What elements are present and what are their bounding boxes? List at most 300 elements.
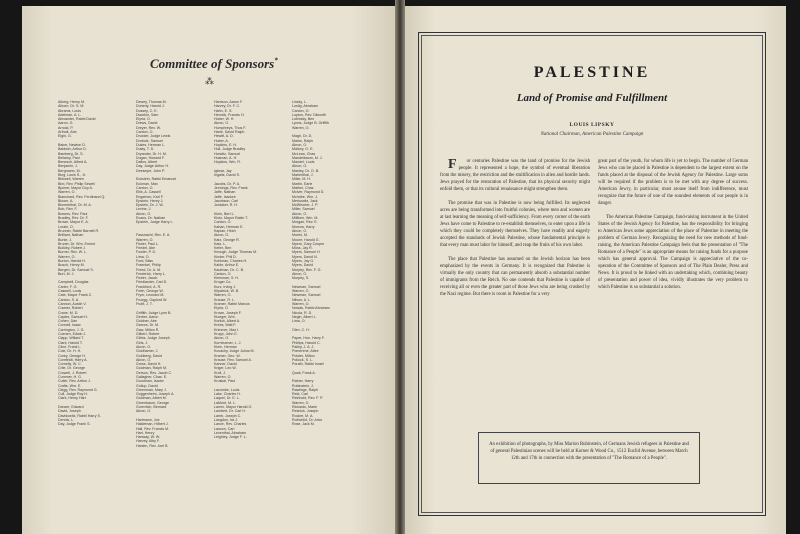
sponsor-name: Hall, Rev. Francis M.: [136, 426, 170, 431]
sponsor-name: Drobotz, Samuel: [136, 138, 163, 143]
sponsors-heading-text: Committee of Sponsors: [150, 56, 275, 71]
sponsor-name: Gerson, Rev. Jacob C.: [136, 370, 173, 375]
sponsor-name: Davidowitz, Rabbi Harry S.: [58, 413, 101, 418]
sponsor-name: Newman, Samuel: [292, 293, 321, 298]
sponsor-name: Cannon, Austin V.: [58, 301, 87, 306]
sponsor-name: Bruner, Dr. Wm. Ernest: [58, 241, 95, 246]
sponsor-name: Phillips, Harold C.: [292, 340, 321, 345]
sponsor-name: Greenman, Mary J.: [136, 387, 167, 392]
sponsor-name: Lambert, Dr. Carl H.: [214, 409, 246, 414]
sponsor-name: Hart, Henry: [136, 430, 155, 435]
sponsor-name: Warren, O.: [136, 237, 154, 242]
sponsor-name: Huber, W. H.: [214, 117, 235, 122]
sponsor-name: Warren, O.: [292, 125, 310, 130]
sponsor-name: Dugan, Howard F.: [136, 155, 165, 160]
sponsor-name: Hewitt, A. D.: [214, 134, 234, 139]
sponsor-name: Freed, Dr. A. M.: [136, 267, 162, 272]
sponsor-name: Kahle, Arthur E.: [214, 263, 240, 268]
article-title: PALESTINE: [533, 64, 651, 81]
sponsor-name: Krimmer, Max I.: [214, 327, 240, 332]
sponsor-name: Resnick, Joseph: [292, 409, 319, 414]
sponsor-name: Jennings, Rev. Frank: [214, 185, 248, 190]
article-paragraph-text: or centuries Palestine was the land of promise for the Jewish people. It represented a hope, the symbol of eventual liberation from the misery, the restriction and the stultification in alien and hostile lands. Jews prayed for the restoration of Palestine, that its physical security might enfold them, or that its cultural renaissance might strengthen them.: [440, 159, 590, 192]
sponsor-name: Leventhal, Abraham: [214, 430, 246, 435]
sponsor-name: Harvey, Dr. F. C.: [214, 104, 241, 109]
sponsor-name: Lacombe, Louis: [214, 387, 240, 392]
sponsor-name: Deeseyer, John P.: [136, 168, 165, 173]
sponsor-name: Warren, O.: [214, 375, 232, 379]
sponsor-name: Hull, Judge Bradley: [214, 147, 246, 152]
sponsor-name: Humphreys, Thos F.: [214, 125, 247, 130]
sponsor-name: Cornfeldt, Harry A.: [58, 357, 88, 362]
sponsor-name: Goodman, Isador: [136, 379, 164, 384]
sponsor-name: Gross, David H.: [136, 362, 162, 367]
sponsor-name: Guggenheim, Joseph A.: [136, 392, 175, 397]
book-gutter: [395, 0, 405, 534]
sponsor-name: Negin, Albert L.: [292, 314, 317, 319]
sponsor-name: Benjamin, J.: [58, 164, 78, 169]
sponsor-name: Pollock, S. L.: [292, 357, 313, 362]
sponsor-name: Akron, O.: [136, 211, 152, 216]
sponsor-name: Elgin, G.: [58, 134, 72, 139]
sponsor-name: Girls, J.: [136, 340, 149, 345]
sponsor-name: Laquel, Dr. E. L.: [214, 396, 240, 401]
sponsor-name: Akron, O.: [292, 271, 308, 276]
sponsor-name: Pomerene, Atlee: [292, 349, 319, 354]
sponsor-name: Kramer, Geo. W.: [214, 353, 241, 358]
sponsor-name: Bjomer, Mayor Guy A.: [58, 185, 93, 190]
sponsor-name: Harvey, Alby F.: [136, 439, 160, 444]
sponsor-name: Mciver, Raymond D.: [292, 190, 325, 195]
sponsor-column-2: [136, 100, 206, 448]
sponsor-name: Hanlen, Rev. Joel B.: [136, 443, 169, 448]
sponsor-name: Lauson, Carl: [214, 426, 235, 431]
sponsor-name: Mather, Chas: [292, 185, 314, 190]
sponsor-name: Eckman, Max: [136, 181, 158, 186]
sponsor-name: Ingalls, David S.: [214, 173, 240, 178]
ornament-icon: ⁂: [205, 76, 215, 86]
sponsor-name: Cramer, Robert: [58, 306, 83, 311]
sponsor-name: Bing, Louis S., Jr.: [58, 173, 86, 178]
sponsor-name: Hanway, W. W.: [136, 435, 161, 440]
sponsor-name: Akron, O.: [292, 164, 308, 169]
sponsor-name: Canton, O.: [136, 185, 154, 190]
sponsor-name: Canton, O.: [292, 108, 310, 113]
sponsor-name: Gilbert, Robert: [136, 332, 160, 337]
sponsor-name: Clegg, Rev. Raymond G.: [58, 387, 98, 392]
sponsor-name: Mandelbaum, M. J.: [292, 155, 323, 160]
sponsor-name: Busch, Henry M.: [58, 263, 85, 268]
article-column-left: [440, 158, 590, 305]
sponsor-name: Milliken, Wm. M.: [292, 216, 319, 221]
sponsor-name: Bergen, Dr. Samuel S.: [58, 267, 94, 272]
sponsor-name: Rawlings, Ralph: [292, 387, 318, 392]
sponsor-name: Miller, M. H.: [292, 177, 311, 182]
sponsor-name: Henrick, Francis H.: [214, 112, 245, 117]
sponsor-name: Bob, Rev. F.: [58, 207, 78, 212]
sponsor-name: Caswell, Louis: [58, 289, 82, 294]
sponsor-name: David, Joseph: [58, 409, 81, 414]
sponsor-name: Kaufman, Dr. C. B.: [214, 267, 244, 272]
sponsor-name: Fruegg, Gaylord W.: [136, 297, 168, 302]
sponsor-name: Jaffe, Nathan: [214, 190, 236, 195]
sponsor-name: Adelman, A. L.: [58, 112, 82, 117]
sponsor-name: Myers, Jay G.: [292, 258, 315, 263]
sponsor-name: Kurz, Irving J.: [214, 284, 236, 289]
article-column-right: [598, 158, 748, 298]
sponsor-name: Myers, David: [292, 263, 313, 268]
sponsor-column-1: [58, 100, 128, 427]
sponsor-name: Jaffe, Isadore: [214, 194, 236, 199]
sponsor-name: Cutler, Rev. Arthur J.: [58, 379, 91, 384]
sponsor-name: Kinder, Phil D.: [214, 254, 237, 259]
sponsor-name: Carrington, J. G.: [58, 327, 85, 332]
sponsor-name: Lima, O.: [292, 319, 306, 324]
sponsor-name: Lyons, Judge B. Griffith: [292, 121, 330, 126]
sponsor-name: Kahan, Herman E.: [214, 224, 244, 229]
sponsor-name: Forth, George W.: [136, 289, 164, 294]
sponsor-name: LaMont, M. L.: [214, 400, 236, 405]
sponsor-name: Connell, Isaac: [58, 323, 81, 328]
sponsor-name: Igbear, Jay: [214, 168, 232, 173]
sponsor-name: Blanchard, Rev. Ferdinand Q.: [58, 194, 106, 199]
sponsor-name: Friedel, Abe: [136, 246, 156, 251]
sponsor-name: Aaron, G.: [58, 121, 74, 126]
sponsor-name: Krown, Joseph F.: [214, 310, 242, 315]
sponsor-name: Quail, Frank A.: [292, 370, 316, 375]
sponsor-name: Evans, Dr. Nathan: [136, 216, 166, 221]
sponsor-name: Ellis, A. Cassell: [136, 190, 161, 195]
sponsor-name: Hopkins, Wm. R.: [214, 160, 241, 165]
sponsor-name: Rothchild, Dr. Artur: [292, 417, 323, 422]
sponsor-name: Garrow, Dr. M.: [136, 323, 160, 328]
sponsor-name: Crane, M. D.: [58, 310, 79, 315]
sponsor-name: Crafts, Wm. E.: [58, 383, 82, 388]
sponsor-name: Cornelly, W. C.: [58, 362, 82, 367]
sponsor-name: Brown, Mayor E. A.: [58, 220, 89, 225]
sponsor-name: Kramer, Rabbi Marcus: [214, 301, 250, 306]
sponsor-name: Warren, O.: [58, 190, 76, 195]
sponsor-name: Manley, Dr. O. B.: [292, 168, 320, 173]
sponsor-name: Leighley, Judge F. L.: [214, 435, 247, 440]
sponsor-name: Blumenthal, Dr. M. A.: [58, 203, 92, 208]
sponsor-name: Arnold, P.: [58, 125, 74, 130]
sponsor-name: Baldwin, Arthur D.: [58, 147, 87, 152]
sponsor-name: Katz, L.: [214, 241, 227, 246]
sponsor-name: Lamm, Mayor Harold G.: [214, 405, 253, 410]
sponsor-name: Kleinman, S. H.: [214, 276, 239, 281]
sponsor-name: Brunner, Rabbi Barnett R.: [58, 228, 100, 233]
article-paragraph: [440, 158, 590, 193]
sponsor-name: Crowell, J. Robert: [58, 370, 87, 375]
sponsor-name: Gerber, Aaron: [136, 314, 159, 319]
sponsor-name: Canton, S. A.: [58, 297, 80, 302]
sponsor-name: Murphy, S.: [292, 276, 310, 281]
sponsor-name: Lubinsky, Ben: [292, 117, 315, 122]
sponsor-name: Cummer, H. G.: [58, 375, 82, 379]
sponsor-name: Epstein, Henry J.: [136, 198, 164, 203]
sponsor-name: Kovachy, Judge Julius M.: [214, 349, 255, 354]
sponsor-name: Rose, Jack M.: [292, 422, 315, 427]
sponsor-name: Abrams, Louis: [58, 108, 81, 113]
sponsor-name: Cline, Frank L.: [58, 344, 82, 349]
sponsor-name: Reinhold, Rev. F. P.: [292, 396, 324, 401]
sponsor-name: Huber, A.: [214, 138, 229, 143]
sponsor-name: Gaw, Milton R.: [136, 327, 160, 332]
sponsor-name: Warren, O.: [58, 254, 76, 259]
sponsor-name: Rickards, Marie: [292, 405, 317, 410]
sponsor-name: Krebs, Walt F.: [214, 323, 237, 328]
sponsor-column-4: [292, 100, 362, 427]
sponsor-name: Burt, M. J.: [58, 271, 75, 276]
sponsor-name: Keough, Judge Thomas M.: [214, 250, 258, 255]
sponsor-name: Marks, Ralph: [292, 138, 314, 143]
sponsor-name: Lake, Charles H.: [214, 392, 241, 397]
sponsor-name: Goldman, Ralph M.: [136, 366, 167, 371]
sponsor-name: Danzer, Edward: [58, 405, 84, 410]
sponsor-name: Elyria, O.: [136, 117, 151, 122]
drop-cap: F: [448, 157, 457, 172]
sponsors-heading-mark: *: [274, 56, 278, 65]
sponsor-name: Gurevitch, Bernard: [136, 405, 167, 410]
sponsor-name: Bulkley, Robert J.: [58, 246, 86, 251]
sponsor-name: Kilpatrick, W. B.: [214, 289, 240, 294]
sponsor-name: Artholt, Abe: [58, 130, 77, 135]
sponsor-name: Dossey, C. E.: [136, 108, 158, 113]
sponsor-name: Bowers, Rev. Paul: [58, 211, 88, 216]
sponsor-name: Frederick, Harry L.: [136, 271, 166, 276]
sponsor-name: Engstrom, Karl F.: [136, 194, 164, 199]
sponsor-name: Canton, O.: [136, 130, 154, 135]
sponsor-name: Morrow, Harry: [292, 224, 315, 229]
sponsor-name: Bloom, A.: [58, 198, 74, 203]
sponsor-name: Akron, O.: [136, 344, 152, 349]
sponsor-name: Bergmann, M.: [58, 168, 81, 173]
sponsor-name: Lance, Rev. Charles: [214, 422, 247, 427]
sponsor-name: Dewey, Thomas M.: [136, 100, 167, 104]
sponsor-name: Crile, Dr. George: [58, 366, 85, 371]
sponsor-name: Burner, Rev. W. L.: [58, 250, 87, 255]
sponsor-name: Drucker, Judge Lewis: [136, 134, 171, 139]
sponsor-name: Merkowitz, Jack: [292, 198, 318, 203]
sponsor-name: Lupton, Rev. Dilworth: [292, 112, 327, 117]
sponsor-name: Keller, Ben: [214, 246, 232, 251]
sponsor-name: Nowak, Rabbi Abraham: [292, 306, 330, 311]
sponsor-name: Baker, Newton D.: [58, 142, 86, 147]
sponsor-name: Reid, Carl: [292, 392, 308, 397]
sponsor-name: Horwitz, Samuel: [214, 151, 241, 156]
sponsor-name: Kaplan, Hirsh: [214, 228, 236, 233]
sponsor-name: Cate, Mayor Frank C.: [58, 293, 93, 298]
sponsor-name: Kohlman, Charles H.: [214, 258, 248, 263]
sponsor-name: Goldner, Abe: [136, 319, 157, 324]
sponsor-name: Cohen, Dan: [58, 319, 78, 324]
article-paragraph: The promise that was in Palestine is now being fulfilled. Its neglected acres are being transformed into fruitful colonies, where men and women are at last learning the meaning of self-sufficiency. From every corner of the earth Jews have come to Palestine to re-establish themselves, to enter upon a life in which they could be completely themselves. They have readily and eagerly accepted the standards of Jewish Palestine, whose fundamental principle is that every man must labor for himself, and reap the fruits of his own labor.: [440, 201, 590, 248]
sponsor-name: Mallory, O. E.: [292, 147, 314, 152]
sponsor-name: Dennis, L.: [58, 417, 75, 422]
sponsor-name: Dryander, Dr. H. M.: [136, 151, 167, 156]
sponsor-name: Fraenkel, Philip: [136, 263, 161, 268]
sponsor-name: Myers, Gary Cooper: [292, 241, 325, 246]
sponsor-name: Miller, Samuel: [292, 207, 315, 212]
sponsor-name: Benesch, Alfred A.: [58, 160, 88, 165]
sponsor-name: Corey, George H.: [58, 353, 86, 358]
sponsor-name: Clark, Henry Hart: [58, 396, 86, 401]
sponsor-name: Dreyer, Rev. W.: [136, 125, 161, 130]
sponsor-name: Jacobs, Dr. P. A.: [214, 181, 241, 186]
sponsor-name: Ecksteln, Rabbi Emanuel: [136, 177, 177, 182]
sponsor-name: Harrison, Aaron F.: [214, 100, 243, 104]
sponsor-name: Katz, George R.: [214, 237, 240, 242]
sponsor-name: Clark, Harold T.: [58, 340, 83, 345]
sponsor-name: Akron, O.: [136, 409, 152, 414]
sponsor-name: Akron, O.: [292, 228, 308, 233]
sponsor-name: Martin, Earle: [292, 181, 313, 186]
sponsor-name: Bamberg, Dr. S.: [58, 151, 84, 156]
sponsor-name: Warren, O.: [292, 289, 310, 294]
sponsor-name: Polster, Milton: [292, 353, 315, 358]
sponsor-name: Fisher, Jacob: [136, 276, 158, 281]
sponsor-name: Ford, Bliss: [136, 258, 153, 263]
sponsor-name: Day, Judge Frank S.: [58, 422, 91, 427]
sponsor-name: Goldhamer, J.: [136, 349, 159, 354]
sponsor-name: Mandel, Louis: [292, 160, 315, 165]
sponsor-name: Fisher, Paul L.: [136, 241, 159, 246]
sponsor-name: Gibbs, Judge Joseph: [136, 336, 170, 341]
sponsor-name: Carter, F. G.: [58, 284, 78, 289]
sponsor-name: Goldberg, David: [136, 353, 162, 358]
sponsor-name: Caples, Samuel H.: [58, 314, 88, 319]
sponsor-name: Warren, O.: [292, 400, 310, 405]
sponsor-name: Clapp, Willard T.: [58, 336, 85, 341]
author-name: LOUIS LIPSKY: [569, 122, 615, 128]
sponsor-name: Nicola, R. D.: [292, 310, 313, 315]
sponsor-name: Haldeman, Hilbert J.: [136, 422, 169, 427]
sponsor-name: Coenen, Edwin J.: [58, 332, 87, 337]
sponsor-name: Friedlander, Carl D.: [136, 280, 168, 285]
sponsor-name: Akron, O.: [136, 357, 152, 362]
sponsor-name: Nilson, A. L.: [292, 297, 312, 302]
author-title: National Chairman, American Palestine Campaign: [540, 132, 644, 137]
sponsor-name: Epstein, Dr. J. W.: [136, 203, 164, 208]
sponsor-name: Alberg, Henry M.: [58, 100, 85, 104]
sponsor-name: Marienthal, J.: [292, 173, 314, 178]
article-subtitle: Land of Promise and Fulfillment: [516, 92, 668, 104]
sponsor-name: Burke, J.: [58, 237, 73, 242]
sponsor-name: Fryer, Leonard M.: [136, 293, 165, 298]
sponsor-name: Akron, O.: [214, 233, 230, 238]
exhibition-notice: An exhibition of photographs, by Miss Marion Rubinstein, of Germans Jewish refugees in Palestine and of general Palestinian scenes will be held at Korner & Wood Co., 1512 Euclid Avenue, between March 12th and 17th in connection with the presentation of "The Romance of a People".: [478, 432, 700, 484]
sponsor-name: Hopkins, E. H.: [214, 142, 237, 147]
sponsor-name: Hartmann, Joe: [136, 417, 160, 422]
sponsor-name: Ratner, Harry: [292, 379, 314, 384]
sponsor-name: Warren, O.: [292, 301, 310, 306]
sponsor-name: Korlick, Albert A.: [214, 319, 241, 324]
sponsor-name: Magri, Dr. D.: [292, 134, 313, 139]
sponsor-name: Fowler, P. D.: [136, 250, 157, 255]
sponsor-name: Husman, A. H.: [214, 155, 238, 160]
sponsor-name: Akron, O.: [292, 211, 308, 216]
sponsor-name: Lamb, Joseph C.: [214, 413, 242, 418]
sponsor-name: Goldman, Albert M.: [136, 396, 167, 401]
sponsor-name: McWhorter, J. P.: [292, 203, 319, 208]
sponsor-name: Linsky, L.: [292, 100, 307, 104]
sponsor-name: Canton, O.: [214, 271, 232, 276]
sponsor-name: Morgan, Rev. E.: [292, 220, 318, 225]
sponsor-name: Klein, Bert L.: [214, 211, 235, 216]
sponsor-name: Birkwell, Warren: [58, 177, 85, 182]
sponsor-name: Akron, O.: [214, 121, 230, 126]
sponsor-name: Doherty, Harold J.: [136, 104, 165, 109]
sponsor-name: Kanner, David: [214, 362, 237, 367]
sponsor-name: Jacobson, Carl: [214, 198, 238, 203]
sponsor-name: Lorain, O.: [58, 224, 74, 229]
sponsor-name: Jordaker, R. H.: [214, 203, 238, 208]
sponsor-name: Greenbaum, George: [136, 400, 169, 405]
article-paragraph: The place that Palestine has assumed on the Jewish horizon has been emphasized by the events in Germany. It is recognized that Palestine is virtually the only country that can permanently absorb a substantial number of immigrants from the Reich. No one contends that Palestine is capable of receiving all or even the greater part of those Jews who are being crushed by the Nazi regime. But there is room in Palestine for a very: [440, 257, 590, 297]
sponsor-name: Krause, R. L.: [214, 297, 235, 302]
sponsor-name: Murphy, Rev. F. G.: [292, 267, 322, 272]
sponsor-name: Dallos, Albert: [136, 160, 158, 165]
sponsor-name: Cull, Judge Roy H.: [58, 392, 88, 397]
sponsor-name: Gollup, David: [136, 383, 158, 388]
sponsor-name: Krupp, John E.: [214, 332, 238, 337]
sponsor-name: Langdon, Ira J.: [214, 417, 238, 422]
sponsor-name: Levine, J.: [136, 207, 152, 212]
sponsor-name: Lustig, Abraham: [292, 104, 318, 109]
sponsor-name: Kriger, Leo W.: [214, 366, 237, 371]
sponsor-name: Burton, Harold H.: [58, 258, 86, 263]
sponsor-name: Morris, M.: [292, 233, 308, 238]
sponsor-name: Day, Judge Arthur H.: [136, 164, 170, 169]
sponsor-name: Newman, Samuel: [292, 284, 321, 289]
sponsor-name: Kroll, J.: [214, 370, 226, 375]
sponsor-name: Canton, O.: [214, 220, 232, 225]
article-paragraph: great part of the youth, for whom life is yet to begin. The number of German Jews who can be placed in Palestine is dependent to the largest extent on the funds placed at the disposal of the Jewish Agency for Palestine. Large sums will be required if the problem is to be met with any degree of success. American Jewry, in particular, must arouse itself from indifference, must recognize that the future of one of the soundest elements of our people is in danger.: [598, 159, 748, 206]
sponsor-name: Moss, Jay R.: [292, 246, 313, 251]
sponsor-name: Alexander, Rabbi David: [58, 117, 96, 122]
sponsor-name: Epstein, Judge Harry L.: [136, 220, 174, 225]
sponsor-name: Olen, C. H.: [292, 327, 310, 332]
sponsor-name: Klein, Herman: [214, 344, 237, 349]
sponsor-name: Kruskal, Paul: [214, 379, 236, 384]
sponsor-name: Pailey, J. A. J.: [292, 344, 315, 349]
article-paragraph: The American Palestine Campaign, fund-raising instrument in the United States of the Jewish Agency for Palestine, has the responsibility for bringing to American Jews some appreciation of the place of Palestine in meeting the problem of German Jewry. Recognizing the need for new methods of fund-raising, the American Palestine Campaign feels that the presentation of "The Romance of a People" is an appropriate means for raising funds for a purpose which has general approval. The Campaign is appreciative of the co-operation of the Committee of Sponsors and of The Plain Dealer, Press and News. It is proud to be linked with an undertaking which, combining beauty of presentation and power of idea, vividly illustrates the very problem to which Palestine is so substantial a solution.: [598, 215, 748, 290]
sponsor-name: Warren, O.: [214, 293, 232, 298]
sponsor-name: Hahn, E. S.: [214, 108, 233, 113]
sponsor-name: Moore, Harold G.: [292, 237, 320, 242]
sponsor-name: Fassnacht, Rev. E. A.: [136, 233, 171, 238]
sponsor-name: McLean, Chas: [292, 151, 316, 156]
sponsor-name: Bellamy, Paul: [58, 155, 80, 160]
sponsor-name: Gallagher, Chas. E.: [136, 375, 168, 379]
sponsor-name: Rubinstein, J.: [292, 383, 314, 388]
sponsor-name: Brilliant, Nathan: [58, 233, 84, 238]
sponsor-name: Frankford, A. R.: [136, 284, 162, 289]
sponsor-name: Akron, O.: [292, 142, 308, 147]
sponsor-name: Akron, O.: [214, 336, 230, 341]
sponsor-name: Griffith, Judge Lynn B.: [136, 310, 172, 315]
sponsor-name: Dulay, T. D.: [136, 147, 155, 152]
sponsor-name: Rocker, M. A.: [292, 413, 314, 418]
sponsor-name: Myers, Samuel H.: [292, 250, 321, 255]
sponsor-name: Bradley, Rev. Dr. F.: [58, 216, 89, 221]
sponsor-name: McIntire, Wm. J.: [292, 194, 318, 199]
sponsor-name: Myers, David N.: [292, 254, 318, 259]
sponsor-name: Kloeger, Wm.: [214, 314, 236, 319]
sponsor-name: Krause, Rev. Samuel A.: [214, 357, 252, 362]
sponsor-name: Fruitt, J. T.: [136, 301, 153, 306]
